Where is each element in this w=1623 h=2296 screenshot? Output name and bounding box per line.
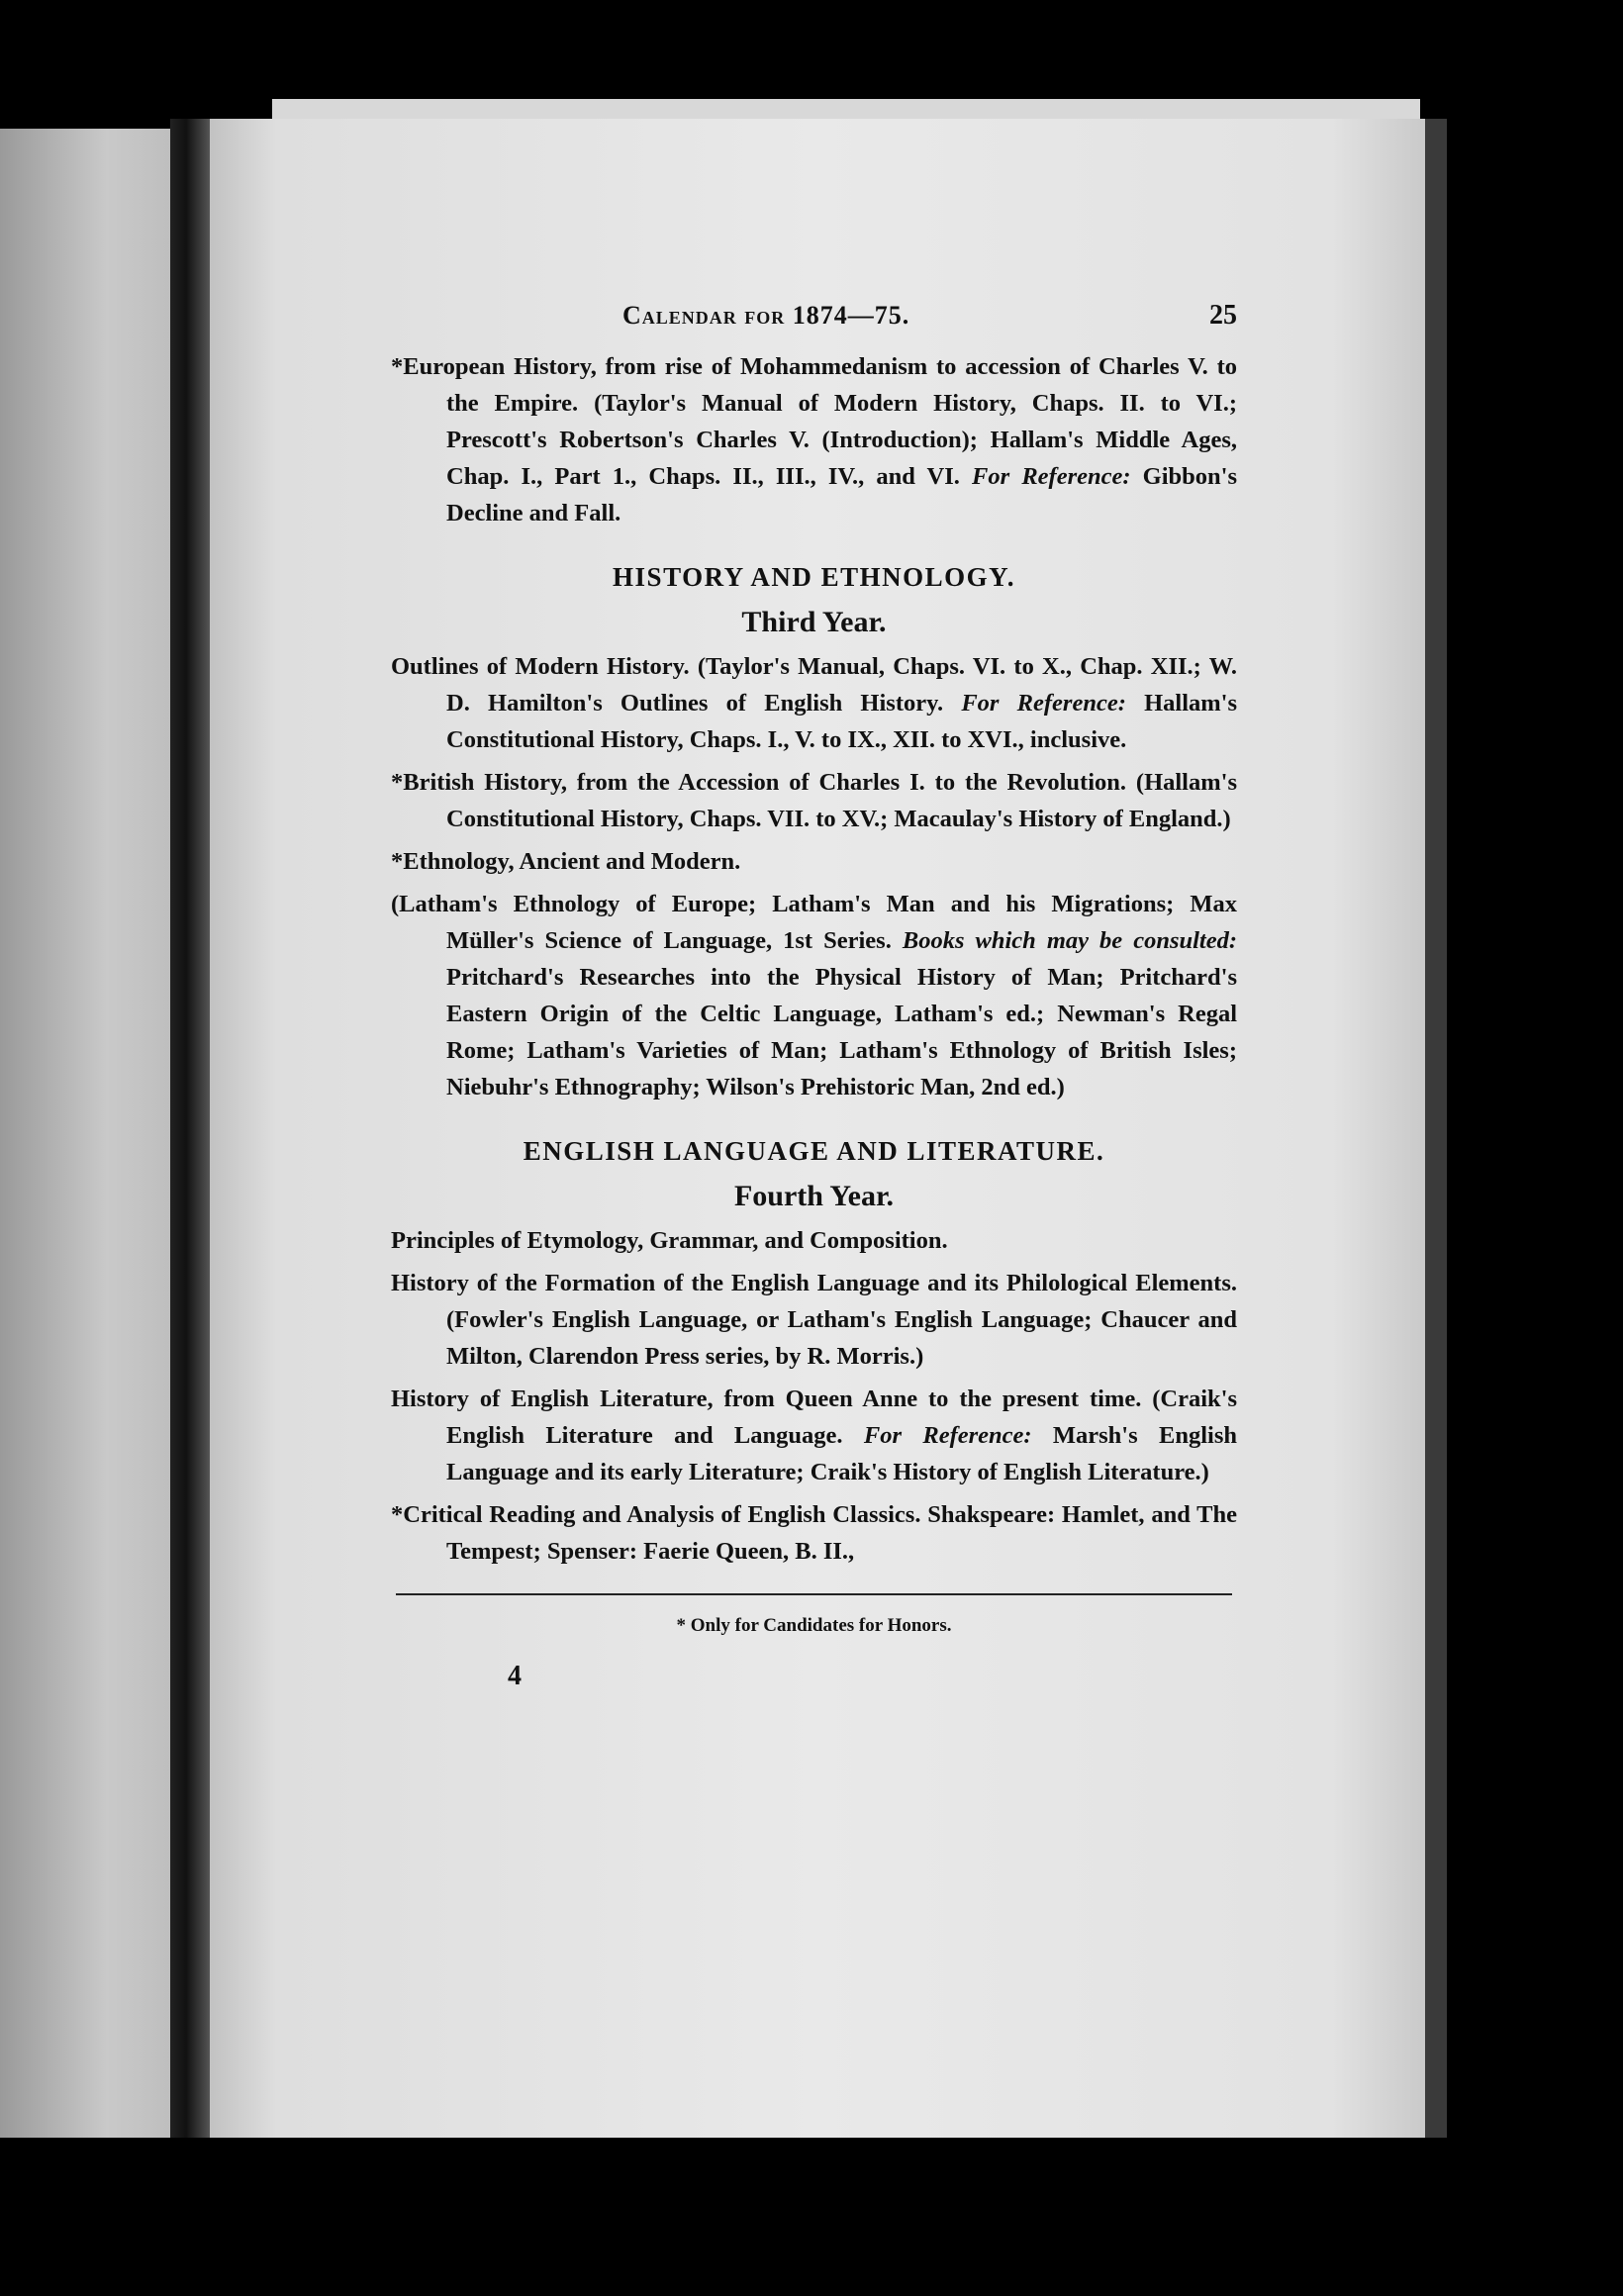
page-text	[391, 297, 1237, 1694]
course-entry	[391, 1265, 1237, 1375]
course-entry	[391, 764, 1237, 837]
entry-text: *European History, from rise of Mohammedanism to accession of Charles V. to the Empire. (Taylor's Manual of Modern History, Chaps. II. to VI.; Prescott's Robertson's Charles V. (Introduction); Hallam's Middle Ages, Chap. I., Part 1., Chaps. II., III., IV., and VI.	[391, 353, 1237, 490]
course-entry	[391, 886, 1237, 1105]
entry-text: History of the Formation of the English Language and its Philological Elements. (Fowler's English Language, or Latham's English Language; Chaucer and Milton, Clarendon Press series, by R. Morris.)	[391, 1270, 1237, 1370]
entry-text: *Critical Reading and Analysis of English Classics. Shakspeare: Hamlet, and The Tempest; Spenser: Faerie Queen, B. II.,	[391, 1501, 1237, 1565]
course-entry	[391, 348, 1237, 531]
section-heading-history: HISTORY AND ETHNOLOGY.	[613, 562, 1015, 592]
running-title: Calendar for 1874—75.	[622, 301, 910, 330]
reference-text: Hallam's Constitutional History, Chaps. I., V. to IX., XII. to XVI., inclusive.	[446, 690, 1237, 753]
section-heading-english: ENGLISH LANGUAGE AND LITERATURE.	[523, 1136, 1105, 1166]
course-entry	[391, 1496, 1237, 1570]
entry-text: *British History, from the Accession of Charles I. to the Revolution. (Hallam's Constitutional History, Chaps. VII. to XV.; Macaulay's History of England.)	[391, 769, 1237, 832]
signature-mark: 4	[508, 1661, 522, 1691]
reference-label: Books which may be consulted:	[902, 927, 1237, 954]
footnote: * Only for Candidates for Honors.	[676, 1615, 952, 1636]
top-page-strip	[272, 99, 1420, 121]
page-right-edge	[1425, 119, 1447, 2138]
entry-text: Principles of Etymology, Grammar, and Composition.	[391, 1227, 948, 1254]
entry-text: Outlines of Modern History. (Taylor's Manual, Chaps. VI. to X., Chap. XII.; W. D. Hamilton's Outlines of English History.	[391, 653, 1237, 717]
reference-text: Marsh's English Language and its early Literature; Craik's History of English Literature.)	[446, 1422, 1237, 1485]
year-heading-fourth: Fourth Year.	[733, 1180, 895, 1212]
entry-text: *Ethnology, Ancient and Modern.	[391, 848, 741, 875]
reference-text: Pritchard's Researches into the Physical History of Man; Pritchard's Eastern Origin of the Celtic Language, Latham's ed.; Newman's Regal Rome; Latham's Varieties of Man; Latham's Ethnology of British Isles; Niebuhr's Ethnography; Wilson's Prehistoric Man, 2nd ed.)	[446, 964, 1237, 1100]
book-gutter	[170, 119, 210, 2138]
reference-text: Gibbon's Decline and Fall.	[446, 463, 1237, 526]
year-heading-third: Third Year.	[741, 606, 887, 638]
course-entry	[391, 843, 1237, 880]
running-head	[391, 297, 1237, 340]
facing-page-edge	[0, 129, 178, 2138]
course-entry	[391, 1381, 1237, 1490]
course-entry	[391, 648, 1237, 758]
page-number: 25	[1209, 300, 1237, 331]
entry-text: (Latham's Ethnology of Europe; Latham's Man and his Migrations; Max Müller's Science of Language, 1st Series.	[391, 891, 1237, 954]
reference-label: For Reference:	[863, 1422, 1032, 1449]
course-entry	[391, 1222, 1237, 1259]
reference-label: For Reference:	[972, 463, 1131, 490]
entry-text: History of English Literature, from Queen Anne to the present time. (Craik's English Literature and Language.	[391, 1386, 1237, 1449]
reference-label: For Reference:	[961, 690, 1126, 717]
footnote-rule	[396, 1593, 1232, 1595]
